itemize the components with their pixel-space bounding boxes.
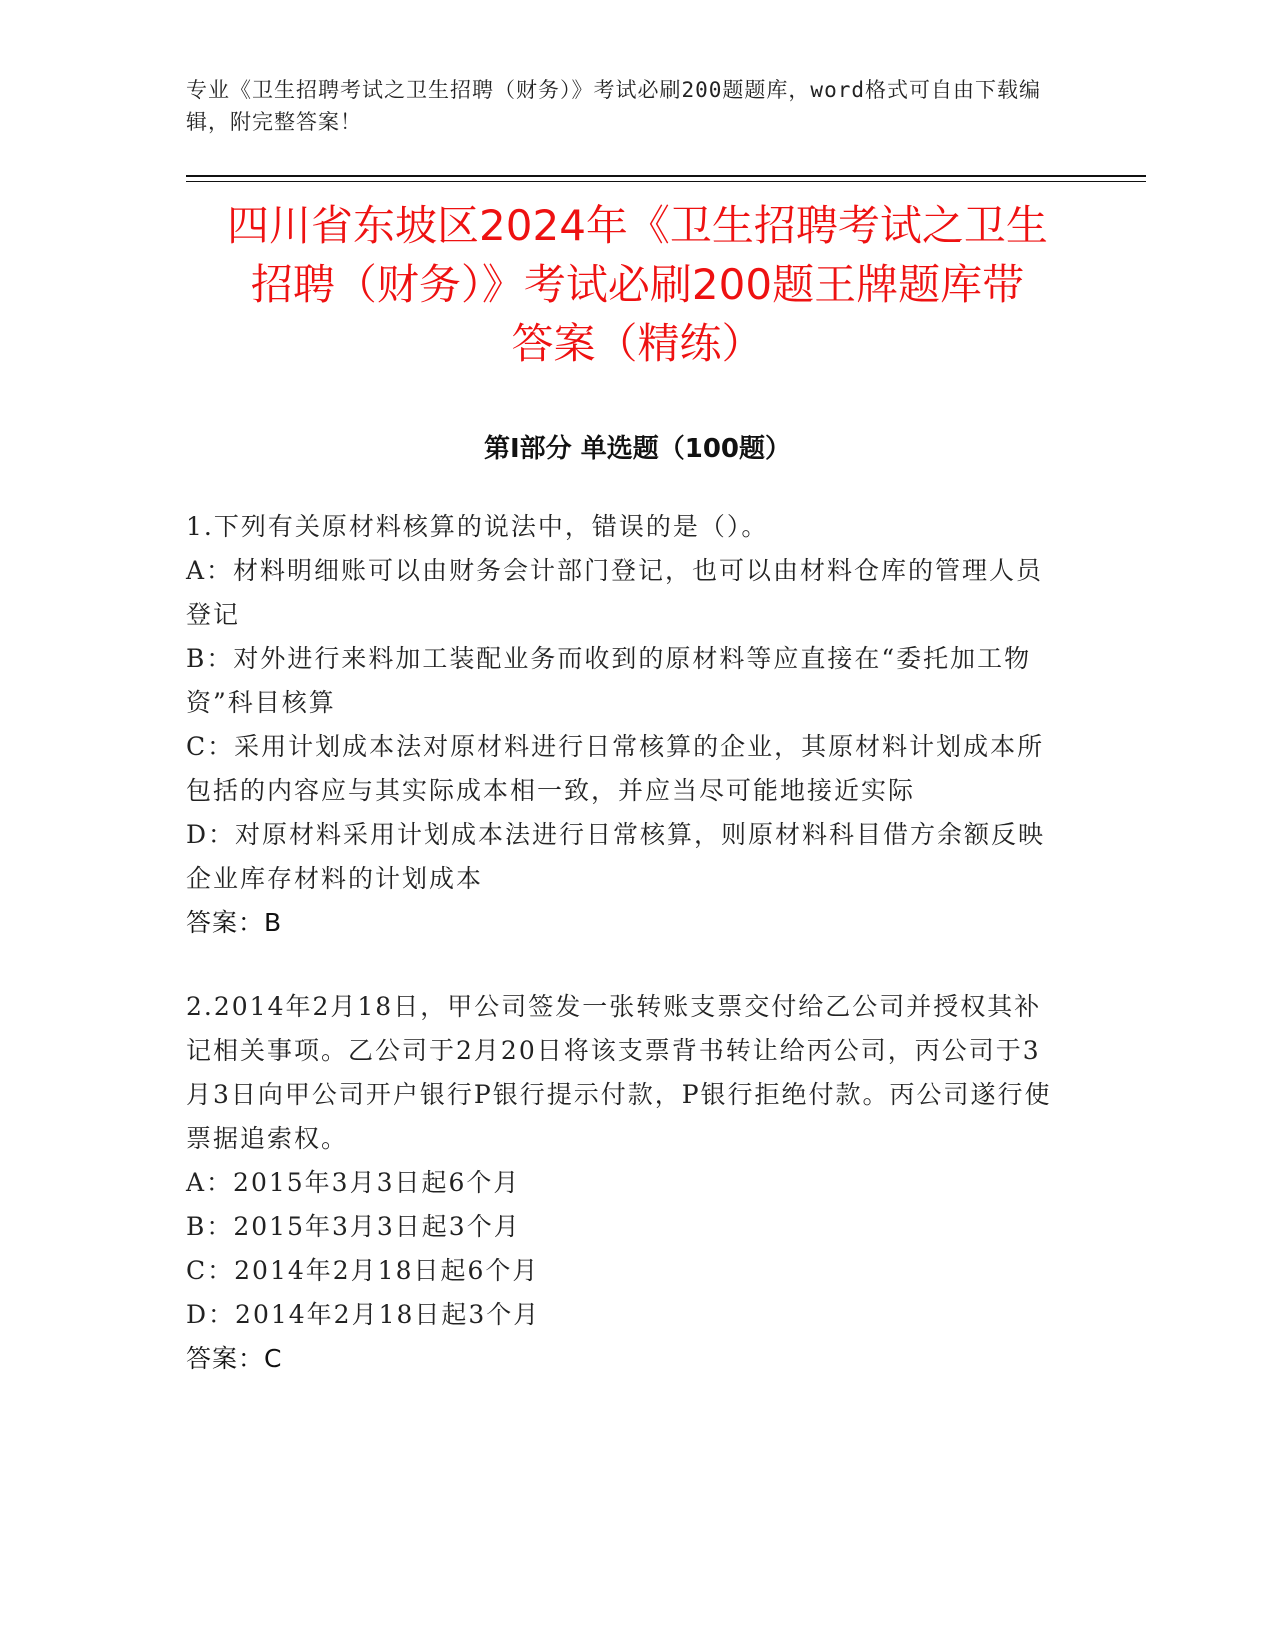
title-line-3: 答案（精练） (511, 319, 764, 368)
option-b: B：对外进行来料加工装配业务而收到的原材料等应直接在“委托加工物资”科目核算 (186, 644, 1032, 717)
title-line-2: 招聘（财务）》考试必刷200题王牌题库带 (250, 260, 1025, 309)
option-c: C：2014年2月18日起6个月 (186, 1256, 540, 1285)
option-d: D：2014年2月18日起3个月 (186, 1300, 541, 1329)
option-b: B：2015年3月3日起3个月 (186, 1212, 521, 1241)
question-1 (186, 505, 1066, 945)
question-stem: 2.2014年2月18日，甲公司签发一张转账支票交付给乙公司并授权其补记相关事项。乙公司于2月20日将该支票背书转让给丙公司，丙公司于3月3日向甲公司开户银行P银行提示付款，P银行拒绝付款。丙公司遂行使票据追索权。 (186, 992, 1052, 1153)
intro-text: 专业《卫生招聘考试之卫生招聘（财务）》考试必刷200题题库，word格式可自由下载编辑，附完整答案！ (186, 78, 1041, 134)
answer-text: 答案：B (186, 908, 283, 937)
option-a: A：材料明细账可以由财务会计部门登记，也可以由材料仓库的管理人员登记 (186, 556, 1044, 629)
question-2 (186, 985, 1066, 1381)
document-title (150, 196, 1125, 373)
option-a: A：2015年3月3日起6个月 (186, 1168, 521, 1197)
question-stem: 1.下列有关原材料核算的说法中，错误的是（）。 (186, 512, 769, 541)
header-divider-thick (186, 175, 1146, 177)
option-d: D：对原材料采用计划成本法进行日常核算，则原材料科目借方余额反映企业库存材料的计划成本 (186, 820, 1046, 893)
header-divider-thin (186, 181, 1146, 182)
option-c: C：采用计划成本法对原材料进行日常核算的企业，其原材料计划成本所包括的内容应与其实际成本相一致，并应当尽可能地接近实际 (186, 732, 1045, 805)
answer-text: 答案：C (186, 1344, 283, 1373)
title-line-1: 四川省东坡区2024年《卫生招聘考试之卫生 (227, 201, 1048, 250)
section-heading: 第Ⅰ部分 单选题（100题） (484, 434, 791, 464)
